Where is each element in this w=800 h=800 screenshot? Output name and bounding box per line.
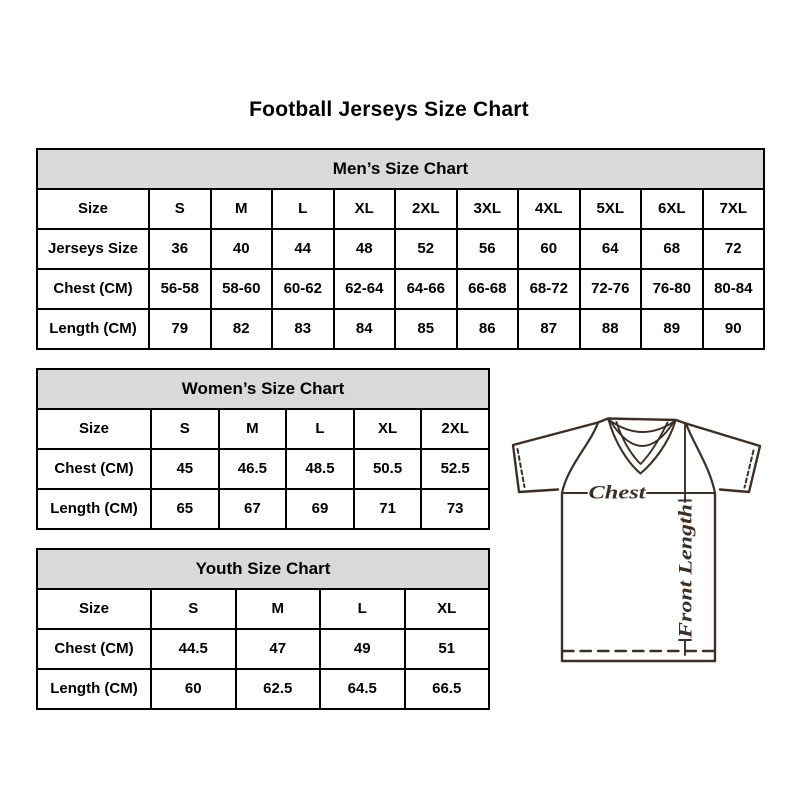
jersey-diagram <box>500 403 790 693</box>
table-cell: 48 <box>334 229 396 269</box>
womens-size-table <box>36 368 490 530</box>
mens-table-title: Men’s Size Chart <box>37 149 764 189</box>
row-label: Length (CM) <box>37 489 151 529</box>
womens-table-title: Women’s Size Chart <box>37 369 489 409</box>
table-cell: L <box>286 409 354 449</box>
row-label: Jerseys Size <box>37 229 149 269</box>
table-cell: 56-58 <box>149 269 211 309</box>
table-cell: 85 <box>395 309 457 349</box>
jersey-left-sleeve <box>513 423 598 493</box>
table-cell: 65 <box>151 489 219 529</box>
table-cell: 7XL <box>703 189 765 229</box>
table-cell: 64-66 <box>395 269 457 309</box>
row-label: Size <box>37 589 151 629</box>
table-cell: 87 <box>518 309 580 349</box>
table-cell: XL <box>405 589 490 629</box>
table-cell: S <box>151 589 236 629</box>
mens-size-table <box>36 148 765 350</box>
table-cell: 69 <box>286 489 354 529</box>
table-cell: 66.5 <box>405 669 490 709</box>
table-cell: 44.5 <box>151 629 236 669</box>
row-label: Size <box>37 189 149 229</box>
row-label: Chest (CM) <box>37 269 149 309</box>
jersey-right-sleeve <box>686 424 760 493</box>
table-row <box>37 449 489 489</box>
table-cell: 47 <box>236 629 321 669</box>
table-cell: 72-76 <box>580 269 642 309</box>
table-row <box>37 489 489 529</box>
table-cell: 52 <box>395 229 457 269</box>
table-cell: 66-68 <box>457 269 519 309</box>
table-cell: 5XL <box>580 189 642 229</box>
table-cell: 60 <box>151 669 236 709</box>
table-cell: 67 <box>219 489 287 529</box>
table-cell: 62.5 <box>236 669 321 709</box>
table-cell: XL <box>354 409 422 449</box>
table-cell: 79 <box>149 309 211 349</box>
table-cell: 64 <box>580 229 642 269</box>
table-cell: 3XL <box>457 189 519 229</box>
jersey-chest-label: Chest <box>588 482 647 504</box>
table-cell: 84 <box>334 309 396 349</box>
table-cell: 6XL <box>641 189 703 229</box>
youth-table-title: Youth Size Chart <box>37 549 489 589</box>
table-row <box>37 669 489 709</box>
table-cell: 82 <box>211 309 273 349</box>
table-cell: M <box>211 189 273 229</box>
table-row <box>37 189 764 229</box>
table-cell: S <box>149 189 211 229</box>
table-row <box>37 269 764 309</box>
table-cell: 76-80 <box>641 269 703 309</box>
table-cell: 58-60 <box>211 269 273 309</box>
table-cell: 45 <box>151 449 219 489</box>
table-cell: M <box>236 589 321 629</box>
row-label: Size <box>37 409 151 449</box>
table-cell: 86 <box>457 309 519 349</box>
table-row <box>37 229 764 269</box>
table-cell: 2XL <box>395 189 457 229</box>
table-cell: 68-72 <box>518 269 580 309</box>
youth-table-header-row <box>37 549 489 589</box>
mens-table-header-row <box>37 149 764 189</box>
table-cell: 4XL <box>518 189 580 229</box>
youth-size-table <box>36 548 490 710</box>
table-cell: 46.5 <box>219 449 287 489</box>
table-cell: 44 <box>272 229 334 269</box>
row-label: Length (CM) <box>37 309 149 349</box>
table-row <box>37 629 489 669</box>
table-cell: 49 <box>320 629 405 669</box>
table-cell: 83 <box>272 309 334 349</box>
table-cell: 36 <box>149 229 211 269</box>
table-cell: L <box>272 189 334 229</box>
table-cell: 40 <box>211 229 273 269</box>
page-title: Football Jerseys Size Chart <box>249 98 529 121</box>
table-cell: 90 <box>703 309 765 349</box>
table-row <box>37 409 489 449</box>
table-cell: M <box>219 409 287 449</box>
table-cell: 50.5 <box>354 449 422 489</box>
row-label: Chest (CM) <box>37 449 151 489</box>
table-cell: 88 <box>580 309 642 349</box>
table-cell: 62-64 <box>334 269 396 309</box>
row-label: Chest (CM) <box>37 629 151 669</box>
table-cell: 52.5 <box>421 449 489 489</box>
table-cell: 60 <box>518 229 580 269</box>
table-cell: 2XL <box>421 409 489 449</box>
table-cell: L <box>320 589 405 629</box>
table-cell: 60-62 <box>272 269 334 309</box>
jersey-front-length-label: Front Length <box>675 531 697 638</box>
table-cell: 89 <box>641 309 703 349</box>
table-cell: 51 <box>405 629 490 669</box>
table-cell: 56 <box>457 229 519 269</box>
table-row <box>37 589 489 629</box>
table-cell: 73 <box>421 489 489 529</box>
jersey-right-armhole <box>686 424 715 494</box>
womens-table-header-row <box>37 369 489 409</box>
table-row <box>37 309 764 349</box>
table-cell: 71 <box>354 489 422 529</box>
table-cell: XL <box>334 189 396 229</box>
table-cell: S <box>151 409 219 449</box>
table-cell: 68 <box>641 229 703 269</box>
row-label: Length (CM) <box>37 669 151 709</box>
table-cell: 80-84 <box>703 269 765 309</box>
table-cell: 48.5 <box>286 449 354 489</box>
table-cell: 72 <box>703 229 765 269</box>
table-cell: 64.5 <box>320 669 405 709</box>
